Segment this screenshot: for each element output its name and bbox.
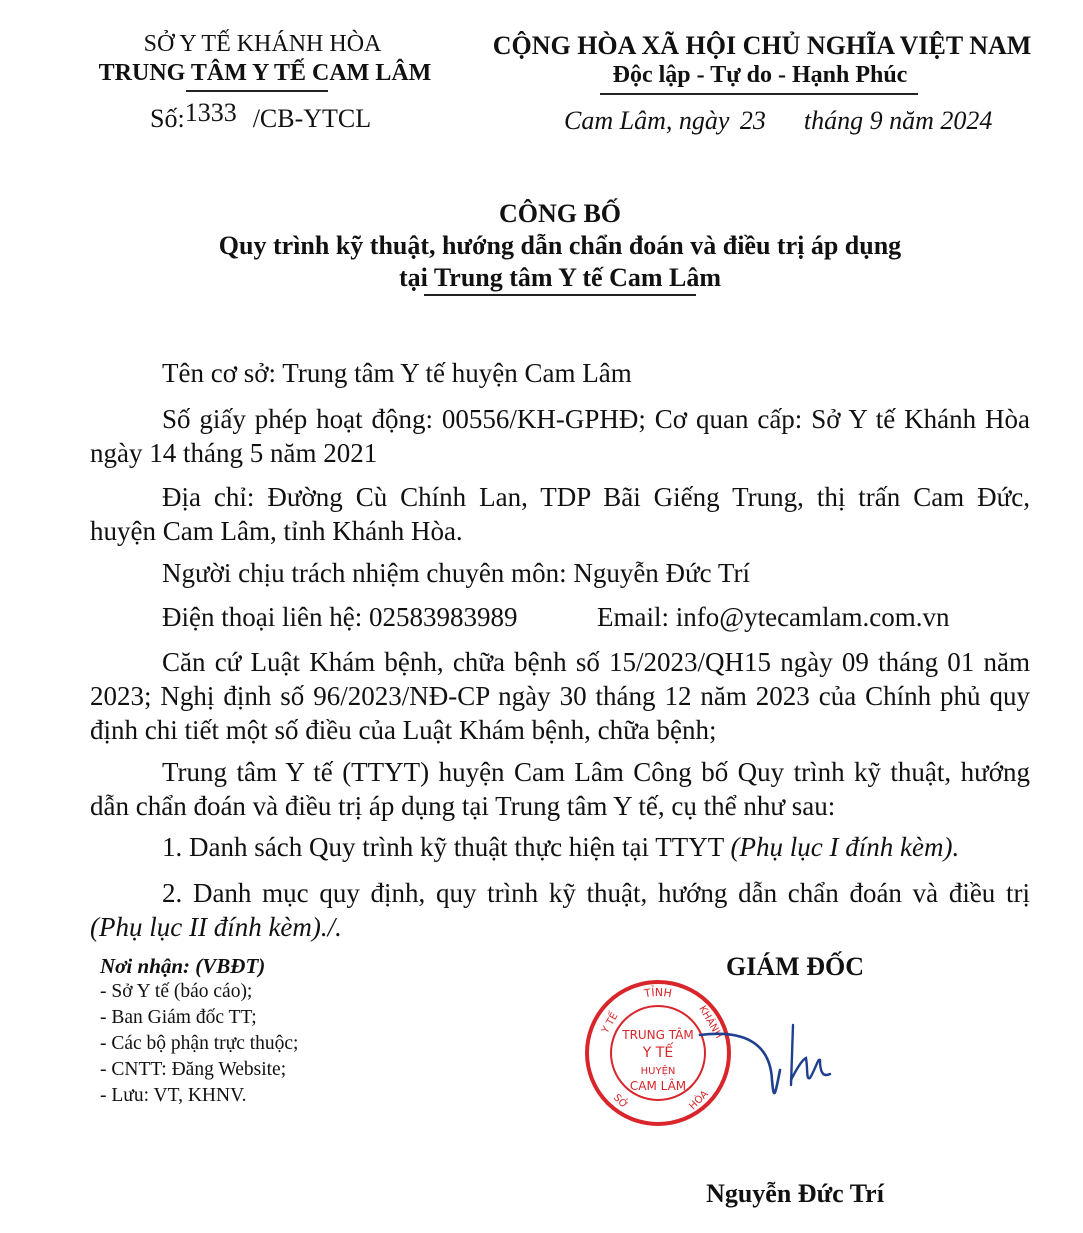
svg-text:TỈNH: [642, 985, 673, 1000]
phone-number: Điện thoại liên hệ: 02583983989: [162, 602, 518, 632]
license-line1: Số giấy phép hoạt động: 00556/KH-GPHĐ; Cơ quan cấp: Sở Y tế Khánh Hòa: [162, 404, 1030, 434]
organization-name: TRUNG TÂM Y TẾ CAM LÂM: [98, 60, 432, 86]
license-paragraph: [90, 402, 1030, 470]
item2-paragraph: [90, 876, 1030, 944]
recipients-heading: Nơi nhận: (VBĐT): [100, 954, 266, 978]
date-place: Cam Lâm, ngày: [564, 106, 730, 135]
item2-line1: 2. Danh mục quy định, quy trình kỹ thuật, hướng dẫn chẩn đoán và điều trị: [162, 878, 1030, 908]
legal-basis-line1: Căn cứ Luật Khám bệnh, chữa bệnh số 15/2023/QH15 ngày 09 tháng 01 năm: [162, 647, 1030, 677]
document-subtitle-line2: tại Trung tâm Y tế Cam Lâm: [398, 263, 722, 292]
stamp-line2: Y TẾ: [642, 1045, 674, 1061]
national-name: CỘNG HÒA XÃ HỘI CHỦ NGHĨA VIỆT NAM: [492, 31, 1032, 60]
stamp-ring-right: KHÁNH: [696, 1004, 724, 1041]
national-motto: Độc lập - Tự do - Hạnh Phúc: [612, 62, 908, 88]
item1-note: (Phụ lục I đính kèm).: [730, 832, 960, 862]
recipient-item: - Ban Giám đốc TT;: [100, 1007, 257, 1028]
stamp-ring-bottom-right: HÒA: [687, 1088, 711, 1113]
legal-basis-line2: 2023; Nghị định số 96/2023/NĐ-CP ngày 30 tháng 12 năm 2023 của Chính phủ quy: [90, 681, 1030, 711]
recipient-item: - Lưu: VT, KHNV.: [100, 1085, 247, 1106]
document-number: [150, 98, 372, 134]
item1-paragraph: [90, 830, 1030, 864]
stamp-line4: CAM LÂM: [629, 1079, 687, 1093]
address-paragraph: [90, 480, 1030, 548]
document-subtitle-line1: Quy trình kỹ thuật, hướng dẫn chẩn đoán và điều trị áp dụng: [218, 231, 902, 260]
contact-paragraph: [90, 600, 1030, 634]
item1-text: 1. Danh sách Quy trình kỹ thuật thực hiện tại TTYT: [162, 832, 731, 862]
title-underline: [424, 294, 696, 296]
license-line2: ngày 14 tháng 5 năm 2021: [90, 438, 378, 468]
email-address: Email: info@ytecamlam.com.vn: [597, 602, 950, 632]
responsible-paragraph: [90, 556, 1030, 590]
recipient-item: - Các bộ phận trực thuộc;: [100, 1033, 299, 1054]
stamp-ring-top: TỈNH: [643, 985, 673, 1001]
signatory-name: Nguyễn Đức Trí: [706, 1179, 884, 1208]
motto-underline: [600, 93, 918, 95]
facility-name: Tên cơ sở: Trung tâm Y tế huyện Cam Lâm: [162, 358, 632, 388]
number-prefix: Số:: [150, 104, 185, 133]
facility-paragraph: [90, 356, 1030, 390]
address-line2: huyện Cam Lâm, tỉnh Khánh Hòa.: [90, 516, 463, 546]
signatory-title: GIÁM ĐỐC: [726, 952, 864, 981]
responsible-person: Người chịu trách nhiệm chuyên môn: Nguyễn Đức Trí: [162, 558, 750, 588]
item2-note: (Phụ lục II đính kèm)./.: [90, 912, 342, 942]
stamp-line3: HUYỆN: [640, 1066, 676, 1077]
document-title: CÔNG BỐ: [498, 199, 622, 228]
recipient-item: - Sở Y tế (báo cáo);: [100, 981, 253, 1002]
date-line: [564, 106, 992, 136]
recipients-block: [100, 953, 298, 1109]
announcement-line1: Trung tâm Y tế (TTYT) huyện Cam Lâm Công bố Quy trình kỹ thuật, hướng: [162, 757, 1030, 787]
stamp-ring-left: Y TẾ: [600, 1011, 621, 1036]
number-value: 1333: [184, 98, 237, 127]
number-suffix: /CB-YTCL: [252, 104, 372, 133]
stamp-ring-bottom-left: SỞ: [610, 1092, 630, 1112]
handwritten-signature: [680, 1010, 910, 1120]
date-month-year: tháng 9 năm 2024: [803, 106, 993, 135]
date-day: 23: [739, 106, 766, 135]
stamp-line1: TRUNG TÂM: [622, 1028, 694, 1042]
department-name: SỞ Y TẾ KHÁNH HÒA: [143, 31, 382, 57]
org-underline: [186, 90, 328, 92]
legal-basis-line3: định chi tiết một số điều của Luật Khám bệnh, chữa bệnh;: [90, 715, 717, 745]
announcement-paragraph: [90, 755, 1030, 823]
legal-basis-paragraph: [90, 645, 1030, 747]
announcement-line2: dẫn chẩn đoán và điều trị áp dụng tại Trung tâm Y tế, cụ thể như sau:: [90, 791, 836, 821]
recipient-item: - CNTT: Đăng Website;: [100, 1059, 287, 1080]
address-line1: Địa chỉ: Đường Cù Chính Lan, TDP Bãi Giếng Trung, thị trấn Cam Đức,: [162, 482, 1030, 512]
